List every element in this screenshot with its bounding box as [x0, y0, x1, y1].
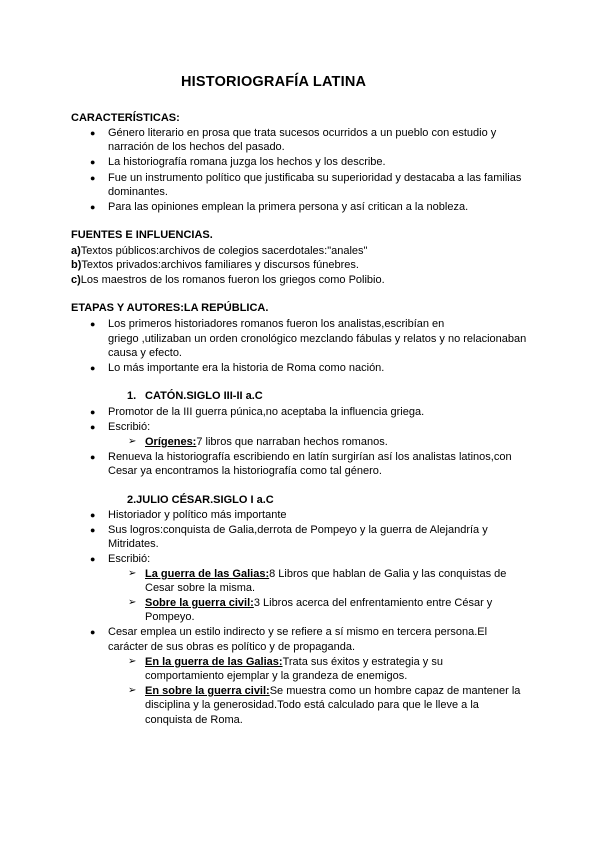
list-item: Género literario en prosa que trata sucesos ocurridos a un pueblo con estudio y	[108, 127, 497, 139]
bullet-icon: ●	[90, 202, 96, 212]
list-item: Renueva la historiografía escribiendo en latín surgirían así los analistas latinos,con	[108, 451, 512, 463]
list-item-continuation: dominantes.	[108, 186, 168, 198]
arrow-bullet-icon: ➢	[128, 597, 137, 608]
source-line: a)Textos públicos:archivos de colegios sacerdotales:"anales"	[71, 245, 368, 257]
sub-list-item-continuation: conquista de Roma.	[145, 714, 243, 726]
bullet-icon: ●	[90, 363, 96, 373]
section-heading-fuentes: FUENTES E INFLUENCIAS.	[71, 229, 213, 241]
list-item: Escribió:	[108, 553, 151, 565]
bullet-icon: ●	[90, 407, 96, 417]
list-item-continuation: Mitridates.	[108, 538, 159, 550]
bullet-icon: ●	[90, 510, 96, 520]
sub-list-item: En la guerra de las Galias:Trata sus éxitos y estrategia y su	[145, 656, 443, 668]
list-item: Cesar emplea un estilo indirecto y se refiere a sí mismo en tercera persona.El	[108, 626, 488, 638]
list-item: Para las opiniones emplean la primera persona y así critican a la nobleza.	[108, 201, 469, 213]
bullet-icon: ●	[90, 525, 96, 535]
section-heading-etapas: ETAPAS Y AUTORES:LA REPÚBLICA.	[71, 302, 269, 314]
sub-list-item: La guerra de las Galias:8 Libros que hablan de Galia y las conquistas de	[145, 568, 507, 580]
source-line: c)Los maestros de los romanos fueron los griegos como Polibio.	[71, 274, 385, 286]
sub-list-item-continuation: comportamiento ejemplar y la grandeza de enemigos.	[145, 670, 408, 682]
sub-list-item-continuation: disciplina y la generosidad.Todo está calculado para que le lleve a la	[145, 699, 479, 711]
bullet-icon: ●	[90, 554, 96, 564]
list-item: La historiografía romana juzga los hechos y los describe.	[108, 156, 386, 168]
subsection-heading-caton: CATÓN.SIGLO III-II a.C	[145, 390, 263, 402]
list-item: Los primeros historiadores romanos fueron los analistas,escribían en	[108, 318, 445, 330]
subsection-heading-cesar: 2.JULIO CÉSAR.SIGLO I a.C	[127, 494, 274, 506]
list-item: Lo más importante era la historia de Roma como nación.	[108, 362, 385, 374]
arrow-bullet-icon: ➢	[128, 685, 137, 696]
sub-list-item: Sobre la guerra civil:3 Libros acerca del enfrentamiento entre César y	[145, 597, 493, 609]
bullet-icon: ●	[90, 173, 96, 183]
list-item: Sus logros:conquista de Galia,derrota de Pompeyo y la guerra de Alejandría y	[108, 524, 488, 536]
bullet-icon: ●	[90, 128, 96, 138]
arrow-bullet-icon: ➢	[128, 656, 137, 667]
sub-list-item-continuation: Pompeyo.	[145, 611, 195, 623]
list-item-continuation: Cesar ya encontramos la historiografía como tal género.	[108, 465, 382, 477]
bullet-icon: ●	[90, 319, 96, 329]
sub-list-item-continuation: Cesar sobre la misma.	[145, 582, 256, 594]
list-item: Historiador y político más importante	[108, 509, 287, 521]
bullet-icon: ●	[90, 627, 96, 637]
source-line: b)Textos privados:archivos familiares y discursos fúnebres.	[71, 259, 359, 271]
bullet-icon: ●	[90, 157, 96, 167]
list-item: Escribió:	[108, 421, 151, 433]
list-item-continuation: causa y efecto.	[108, 347, 182, 359]
list-item-continuation: carácter de sus obras es político y de propaganda.	[108, 641, 356, 653]
bullet-icon: ●	[90, 422, 96, 432]
bullet-icon: ●	[90, 452, 96, 462]
arrow-bullet-icon: ➢	[128, 436, 137, 447]
subsection-number: 1.	[127, 390, 137, 402]
arrow-bullet-icon: ➢	[128, 568, 137, 579]
sub-list-item: Orígenes:7 libros que narraban hechos romanos.	[145, 436, 388, 448]
sub-list-item: En sobre la guerra civil:Se muestra como un hombre capaz de mantener la	[145, 685, 521, 697]
document-page: HISTORIOGRAFÍA LATINA CARACTERÍSTICAS: ● Género literario en prosa que trata sucesos ocurridos a un pueblo con estudio y narración de los hechos del pasado. ● La historiografía romana juzga los hechos y los describe. ● Fue un instrumento político que justificaba su superioridad y destacaba a las familias dominantes. ● Para las opiniones emplean la primera persona y así critican a la nobleza. FUENTES E INFLUENCIAS. a)Textos públicos:archivos de colegios sacerdotales:"anales" b)Textos privados:archivos familiares y discursos fúnebres. c)Los maestros de los romanos fueron los griegos como Polibio. ETAPAS Y AUTORES:LA REPÚBLICA. ● Los primeros historiadores romanos fueron los analistas,escribían en griego ,utilizaban un orden cronológico mezclando fábulas y relatos y no relacionaban causa y efecto. ● Lo más importante era la historia de Roma como nación. 1. CATÓN.SIGLO III-II a.C ● Promotor de la III guerra púnica,no aceptaba la influencia griega. ● Escribió: ➢ Orígenes:7 libros que narraban hechos romanos. ● Renueva la historiografía escribiendo en latín surgirían así los analistas latinos,con Cesar ya encontramos la historiografía como tal género. 2.JULIO CÉSAR.SIGLO I a.C ● Historiador y político más importante ● Sus logros:conquista de Galia,derrota de Pompeyo y la guerra de Alejandría y Mitridates. ● Escribió: ➢ La guerra de las Galias:8 Libros que hablan de Galia y las conquistas de Cesar sobre la misma. ➢ Sobre la guerra civil:3 Libros acerca del enfrentamiento entre César y Pompeyo. ● Cesar emplea un estilo indirecto y se refiere a sí mismo en tercera persona.El carácter de sus obras es político y de propaganda. ➢ En la guerra de las Galias:Trata sus éxitos y estrategia y su comportamiento ejemplar y la grandeza de enemigos. ➢ En sobre la guerra civil:Se muestra como un hombre capaz de mantener la disciplina y la generosidad.Todo está calculado para que le lleve a la conquista de Roma.	[71, 74, 527, 726]
section-heading-caracteristicas: CARACTERÍSTICAS:	[71, 112, 180, 124]
list-item: Fue un instrumento político que justificaba su superioridad y destacaba a las familias	[108, 172, 522, 184]
list-item: Promotor de la III guerra púnica,no aceptaba la influencia griega.	[108, 406, 425, 418]
list-item-continuation: narración de los hechos del pasado.	[108, 141, 285, 153]
list-item-continuation: griego ,utilizaban un orden cronológico mezclando fábulas y relatos y no relacionaban	[108, 333, 527, 345]
